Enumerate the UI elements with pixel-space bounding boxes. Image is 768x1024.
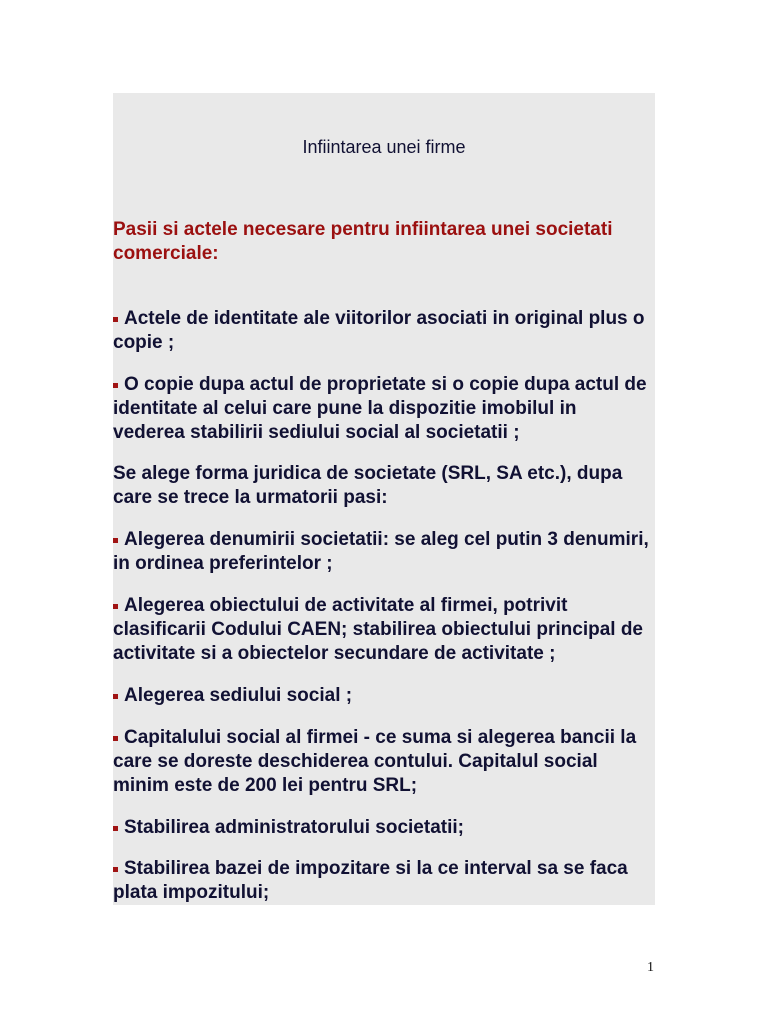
bullet-icon bbox=[113, 604, 118, 609]
bullet-icon bbox=[113, 826, 118, 831]
paragraph-text: Stabilirea bazei de impozitare si la ce interval sa se faca plata impozitului; bbox=[113, 858, 628, 903]
bullet-icon bbox=[113, 538, 118, 543]
paragraph-administrator bbox=[113, 816, 653, 840]
paragraph-text: Alegerea denumirii societatii: se aleg cel putin 3 denumiri, in ordinea preferintelor ; bbox=[113, 529, 649, 574]
paragraph-share-capital bbox=[113, 726, 653, 798]
bullet-icon bbox=[113, 694, 118, 699]
paragraph-activity-object bbox=[113, 594, 653, 666]
paragraph-text: Capitalului social al firmei - ce suma si alegerea bancii la care se doreste deschiderea contului. Capitalul social minim este de 200 lei pentru SRL; bbox=[113, 727, 637, 796]
bullet-icon bbox=[113, 317, 118, 322]
paragraph-text: Alegerea obiectului de activitate al firmei, potrivit clasificarii Codului CAEN; stabilirea obiectului principal de activitate si a obiectelor secundare de activitate ; bbox=[113, 595, 643, 664]
paragraph-text: Se alege forma juridica de societate (SRL, SA etc.), dupa care se trece la urmatorii pasi: bbox=[113, 463, 623, 508]
content-box bbox=[113, 93, 655, 905]
subtitle-block bbox=[113, 218, 655, 266]
paragraph-tax-basis bbox=[113, 857, 653, 905]
page-number: 1 bbox=[647, 960, 654, 975]
paragraph-property-deed bbox=[113, 373, 653, 445]
paragraph-text: O copie dupa actul de proprietate si o copie dupa actul de identitate al celui care pune la dispozitie imobilul in vederea stabilirii sediului social al societatii ; bbox=[113, 374, 647, 443]
paragraph-legal-form bbox=[113, 462, 653, 510]
bullet-icon bbox=[113, 383, 118, 388]
paragraph-text: Alegerea sediului social ; bbox=[124, 685, 353, 706]
paragraph-text: Stabilirea administratorului societatii; bbox=[124, 817, 464, 838]
paragraph-identity-documents bbox=[113, 307, 653, 355]
document-title: Infiintarea unei firme bbox=[302, 137, 466, 157]
subtitle: Pasii si actele necesare pentru infiintarea unei societati comerciale: bbox=[113, 219, 613, 264]
paragraph-company-name bbox=[113, 528, 653, 576]
bullet-icon bbox=[113, 736, 118, 741]
paragraph-text: Actele de identitate ale viitorilor asociati in original plus o copie ; bbox=[113, 308, 645, 353]
paragraph-registered-office bbox=[113, 684, 653, 708]
bullet-icon bbox=[113, 867, 118, 872]
